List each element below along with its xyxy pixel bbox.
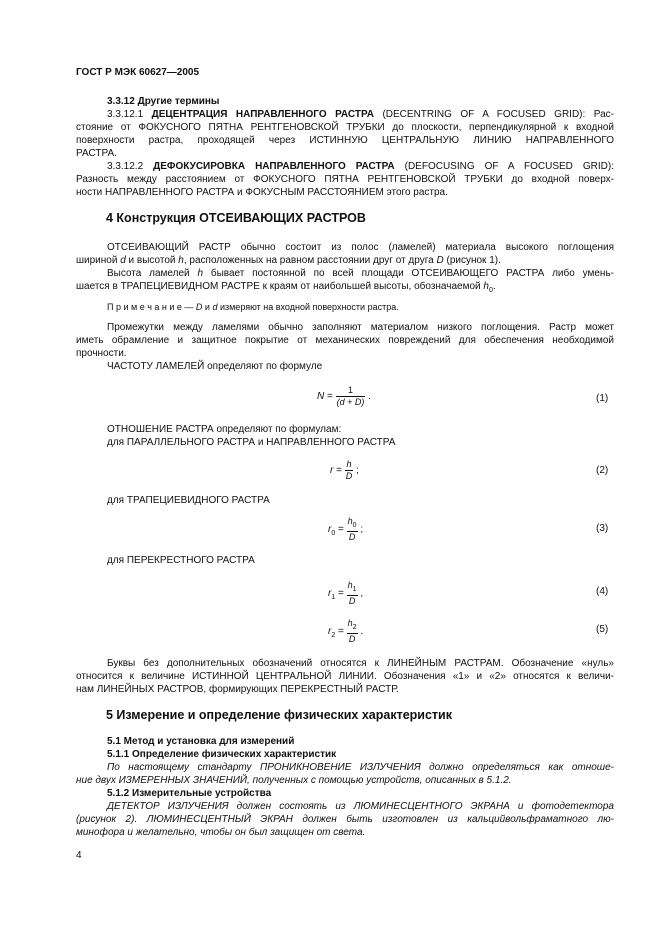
- subsection-5-1-2: 5.1.2 Измерительные устройства: [107, 788, 272, 799]
- equation-number-3: (3): [596, 523, 609, 534]
- s4-p7: для ПЕРЕКРЕСТНОГО РАСТРА: [107, 555, 255, 566]
- s4-p2-line-1: Высота ламелей h бывает постоянной по всей площади ОТСЕИВАЮЩЕГО РАСТРА либо умень-: [107, 268, 614, 279]
- note: П р и м е ч а н и е — D и d измеряют на входной поверхности растра.: [107, 302, 399, 312]
- section-4-title: 4 Конструкция ОТСЕИВАЮЩИХ РАСТРОВ: [106, 211, 366, 225]
- term-1-line-4: РАСТРА.: [76, 148, 117, 159]
- equation-number-5: (5): [596, 624, 609, 635]
- s4-p5-line-1: ОТНОШЕНИЕ РАСТРА определяют по формулам:: [107, 424, 342, 435]
- s5-p1-line-2: ние двух ИЗМЕРЕННЫХ ЗНАЧЕНИЙ, полученных с помощью устройств, описанных в 5.1.2.: [76, 775, 512, 786]
- formula-4: $r_1$ = $\frac{h_1}{D}$ ,: [328, 580, 364, 606]
- term-1-line-2: стояние от ФОКУСНОГО ПЯТНА РЕНТГЕНОВСКОЙ ТРУБКИ до плоскости, перпендикулярной к входной: [76, 122, 614, 133]
- term-2-line-1: 3.3.12.2 ДЕФОКУСИРОВКА НАПРАВЛЕННОГО РАСТРА (DEFOCUSING OF A FOCUSED GRID):: [107, 161, 614, 172]
- s5-p2-line-3: минофора и желательно, чтобы он был защищен от света.: [76, 827, 366, 838]
- s4-p2-line-2: шается в ТРАПЕЦИЕВИДНОМ РАСТРЕ к краям от наибольшей высоты, обозначаемой $h_0$.: [76, 281, 496, 294]
- subsection-title-3-3-12: 3.3.12 Другие термины: [107, 96, 220, 107]
- formula-5: $r_2$ = $\frac{h_2}{D}$ .: [328, 618, 364, 644]
- formula-2: r = $\frac{h}{D}$ ;: [330, 459, 359, 481]
- s5-p2-line-2: (рисунок 2). ЛЮМИНЕСЦЕНТНЫЙ ЭКРАН должен быть изготовлен из кальцийвольфраматного лю-: [76, 814, 614, 825]
- s4-p6: для ТРАПЕЦИЕВИДНОГО РАСТРА: [107, 495, 270, 506]
- formula-1: N = $\frac{1}{(d + D)}$ .: [317, 385, 371, 407]
- s5-p1-line-1: По настоящему стандарту ПРОНИКНОВЕНИЕ ИЗЛУЧЕНИЯ должно определяться как отноше-: [107, 762, 614, 773]
- s4-p5-line-2: для ПАРАЛЛЕЛЬНОГО РАСТРА и НАПРАВЛЕННОГО РАСТРА: [107, 437, 396, 448]
- subsection-5-1-1: 5.1.1 Определение физических характеристик: [107, 749, 337, 760]
- equation-number-1: (1): [596, 393, 609, 404]
- s4-p3-line-2: иметь обрамление и защитное покрытие от механических повреждений для обеспечения необходимой: [76, 335, 614, 346]
- s4-p4: ЧАСТОТУ ЛАМЕЛЕЙ определяют по формуле: [107, 361, 323, 372]
- equation-number-4: (4): [596, 586, 609, 597]
- term-2-line-2: Разность между расстоянием от ФОКУСНОГО ПЯТНА РЕНТГЕНОВСКОЙ ТРУБКИ до входной поверх-: [76, 174, 614, 185]
- s4-p8-line-2: относится к величине ИСТИННОЙ ЦЕНТРАЛЬНОЙ ЛИНИИ. Обозначения «1» и «2» относятся к величи-: [76, 671, 614, 682]
- term-1-line-1: 3.3.12.1 ДЕЦЕНТРАЦИЯ НАПРАВЛЕННОГО РАСТРА (DECENTRING OF A FOCUSED GRID): Рас-: [107, 109, 614, 120]
- s4-p3-line-3: прочности.: [76, 348, 127, 359]
- page-number: 4: [76, 850, 82, 861]
- s4-p8-line-1: Буквы без дополнительных обозначений относятся к ЛИНЕЙНЫМ РАСТРАМ. Обозначение «нуль»: [107, 658, 614, 669]
- section-5-title: 5 Измерение и определение физических характеристик: [106, 708, 452, 722]
- term-2-line-3: ности НАПРАВЛЕННОГО РАСТРА и ФОКУСНЫМ РАССТОЯНИЕМ этого растра.: [76, 187, 448, 198]
- s4-p8-line-3: нам ЛИНЕЙНЫХ РАСТРОВ, формирующих ПЕРЕКРЕСТНЫЙ РАСТР.: [76, 684, 399, 695]
- s4-p3-line-1: Промежутки между ламелями обычно заполняют материалом низкого поглощения. Растр может: [107, 322, 614, 333]
- s4-p1-line-2: шириной d и высотой h, расположенных на равном расстоянии друг от друга D (рисунок 1).: [76, 255, 501, 266]
- s4-p1-line-1: ОТСЕИВАЮЩИЙ РАСТР обычно состоит из полос (ламелей) материала высокого поглощения: [107, 242, 614, 253]
- term-1-line-3: поверхности растра, проходящей через ИСТИННУЮ ЦЕНТРАЛЬНУЮ ЛИНИЮ НАПРАВЛЕННОГО: [76, 135, 614, 146]
- s5-p2-line-1: ДЕТЕКТОР ИЗЛУЧЕНИЯ должен состоять из ЛЮМИНЕСЦЕНТНОГО ЭКРАНА и фотодетектора: [107, 801, 614, 812]
- formula-3: $r_0$ = $\frac{h_0}{D}$ ;: [328, 516, 364, 542]
- subsection-5-1: 5.1 Метод и установка для измерений: [107, 736, 295, 747]
- equation-number-2: (2): [596, 465, 609, 476]
- document-id: ГОСТ Р МЭК 60627—2005: [76, 67, 200, 78]
